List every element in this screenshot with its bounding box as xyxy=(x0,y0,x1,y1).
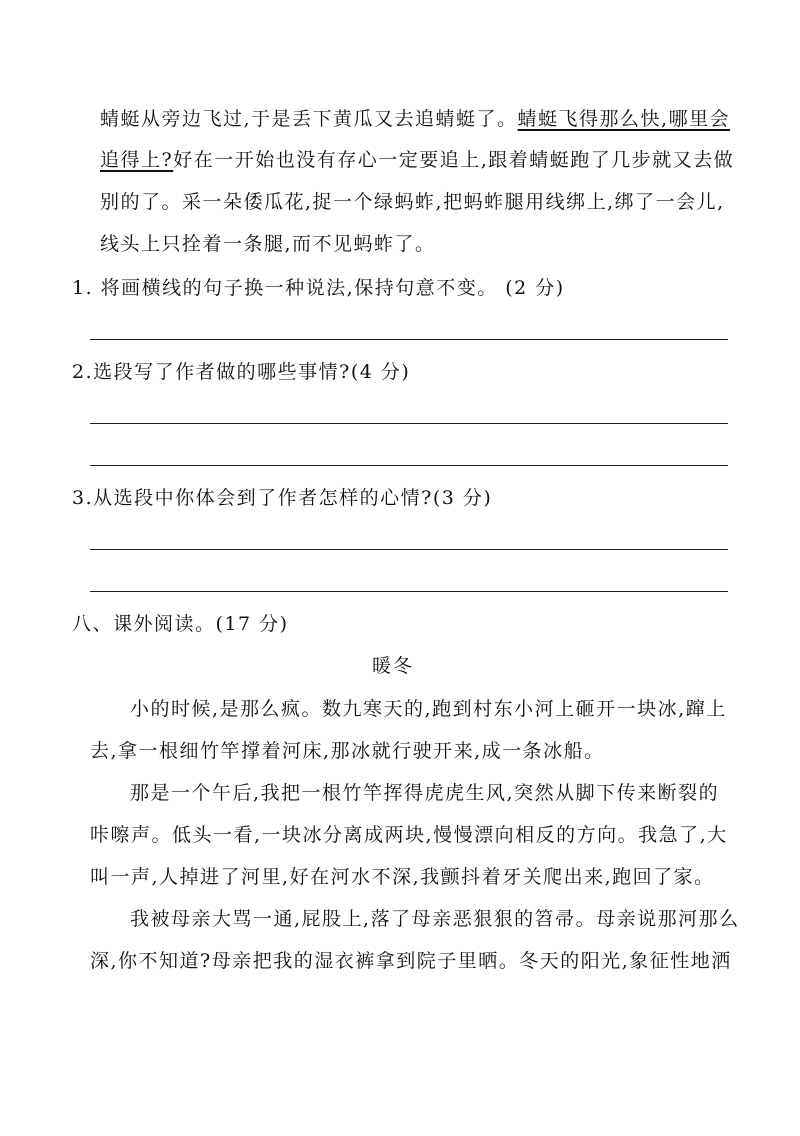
underlined-sentence-part-1: 蜻蜓飞得那么快,哪里会 xyxy=(517,108,731,130)
article-line: 叫一声,人掉进了河里,好在河水不深,我颤抖着牙关爬出来,跑回了家。 xyxy=(90,866,715,888)
answer-line-q3-2[interactable] xyxy=(90,591,728,592)
answer-line-q3-1[interactable] xyxy=(90,549,728,550)
passage-text: 好在一开始也没有存心一定要追上,跟着蜻蜓跑了几步就又去做 xyxy=(173,149,735,171)
passage-line-3: 别的了。采一朵倭瓜花,捉一个绿蚂蚱,把蚂蚱腿用线绑上,绑了一会儿, xyxy=(100,191,725,213)
question-3: 3.从选段中你体会到了作者怎样的心情?(3 分) xyxy=(72,487,493,509)
answer-line-q2-2[interactable] xyxy=(90,465,728,466)
article-line: 那是一个午后,我把一根竹竿挥得虎虎生风,突然从脚下传来断裂的 xyxy=(130,782,720,804)
article-line: 小的时候,是那么疯。数九寒天的,跑到村东小河上砸开一块冰,蹿上 xyxy=(130,698,727,720)
passage-line-2 xyxy=(100,148,734,172)
passage-line-1 xyxy=(100,107,730,131)
article-title: 暖冬 xyxy=(372,655,415,677)
article-line: 深,你不知道?母亲把我的湿衣裤拿到院子里晒。冬天的阳光,象征性地洒 xyxy=(90,950,732,972)
question-2: 2.选段写了作者做的哪些事情?(4 分) xyxy=(72,361,411,383)
passage-line-4: 线头上只拴着一条腿,而不见蚂蚱了。 xyxy=(100,233,436,255)
underlined-sentence-part-2: 追得上? xyxy=(100,149,174,171)
answer-line-q1[interactable] xyxy=(90,339,728,340)
section-heading: 八、课外阅读。(17 分) xyxy=(72,613,289,635)
passage-text: 蜻蜓从旁边飞过,于是丢下黄瓜又去追蜻蜓了。 xyxy=(100,108,518,130)
answer-line-q2-1[interactable] xyxy=(90,423,728,424)
article-line: 我被母亲大骂一通,屁股上,落了母亲恶狠狠的笤帚。母亲说那河那么 xyxy=(130,908,740,930)
article-line: 去,拿一根细竹竿撑着河床,那冰就行驶开来,成一条冰船。 xyxy=(90,740,605,762)
article-line: 咔嚓声。低头一看,一块冰分离成两块,慢慢漂向相反的方向。我急了,大 xyxy=(90,824,728,846)
question-1: 1. 将画横线的句子换一种说法,保持句意不变。 (2 分) xyxy=(72,277,565,299)
